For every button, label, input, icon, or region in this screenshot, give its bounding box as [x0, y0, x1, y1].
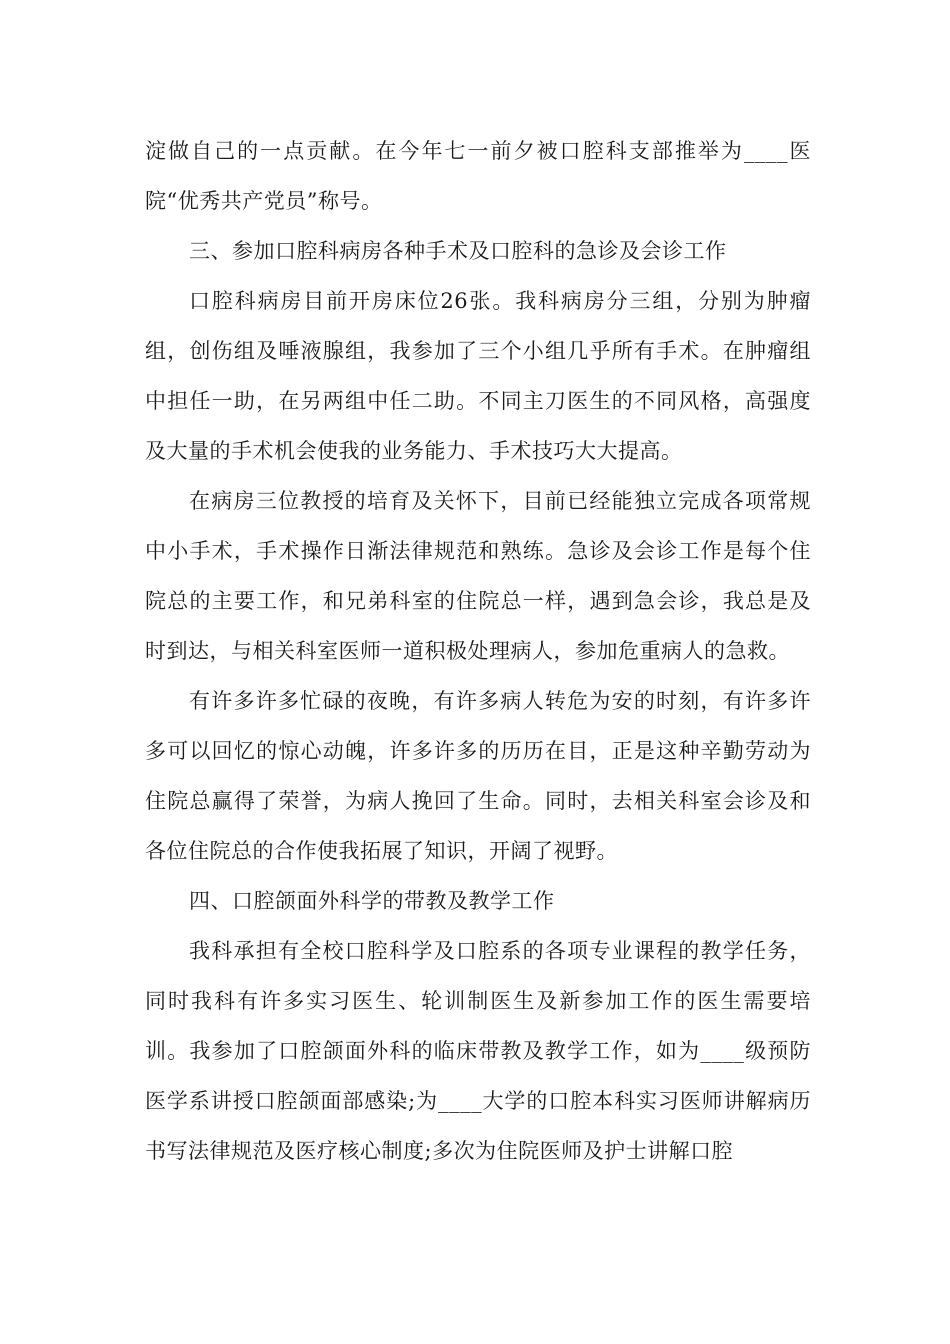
section-heading-3: 三、参加口腔科病房各种手术及口腔科的急诊及会诊工作 — [189, 239, 727, 263]
section-heading-4: 四、口腔颌面外科学的带教及教学工作 — [189, 889, 555, 913]
paragraph-continuation: 淀做自己的一点贡献。在今年七一前夕被口腔科支部推举为____医院“优秀共产党员”称号。 — [145, 139, 811, 213]
paragraph-teaching: 我科承担有全校口腔科学及口腔系的各项专业课程的教学任务，同时我科有许多实习医生、轮训制医生及新参加工作的医生需要培训。我参加了口腔颌面外科的临床带教及教学工作，如为____级预防医学系讲授口腔颌面部感染;为____大学的口腔本科实习医师讲解病历书写法律规范及医疗核心制度;多次为住院医师及护士讲解口腔 — [145, 939, 811, 1163]
paragraph-emergency-consultation: 在病房三位教授的培育及关怀下，目前已经能独立完成各项常规中小手术，手术操作日渐法律规范和熟练。急诊及会诊工作是每个住院总的主要工作，和兄弟科室的住院总一样，遇到急会诊，我总是及时到达，与相关科室医师一道积极处理病人，参加危重病人的急救。 — [145, 489, 811, 663]
paragraph-busy-nights: 有许多许多忙碌的夜晚，有许多病人转危为安的时刻，有许多许多可以回忆的惊心动魄，许多许多的历历在目，正是这种辛勤劳动为住院总赢得了荣誉，为病人挽回了生命。同时，去相关科室会诊及和各位住院总的合作使我拓展了知识，开阔了视野。 — [145, 689, 811, 863]
paragraph-ward-surgery: 口腔科病房目前开房床位26张。我科病房分三组，分别为肿瘤组，创伤组及唾液腺组，我参加了三个小组几乎所有手术。在肿瘤组中担任一助，在另两组中任二助。不同主刀医生的不同风格，高强度及大量的手术机会使我的业务能力、手术技巧大大提高。 — [145, 289, 811, 463]
document-page — [145, 126, 811, 1176]
